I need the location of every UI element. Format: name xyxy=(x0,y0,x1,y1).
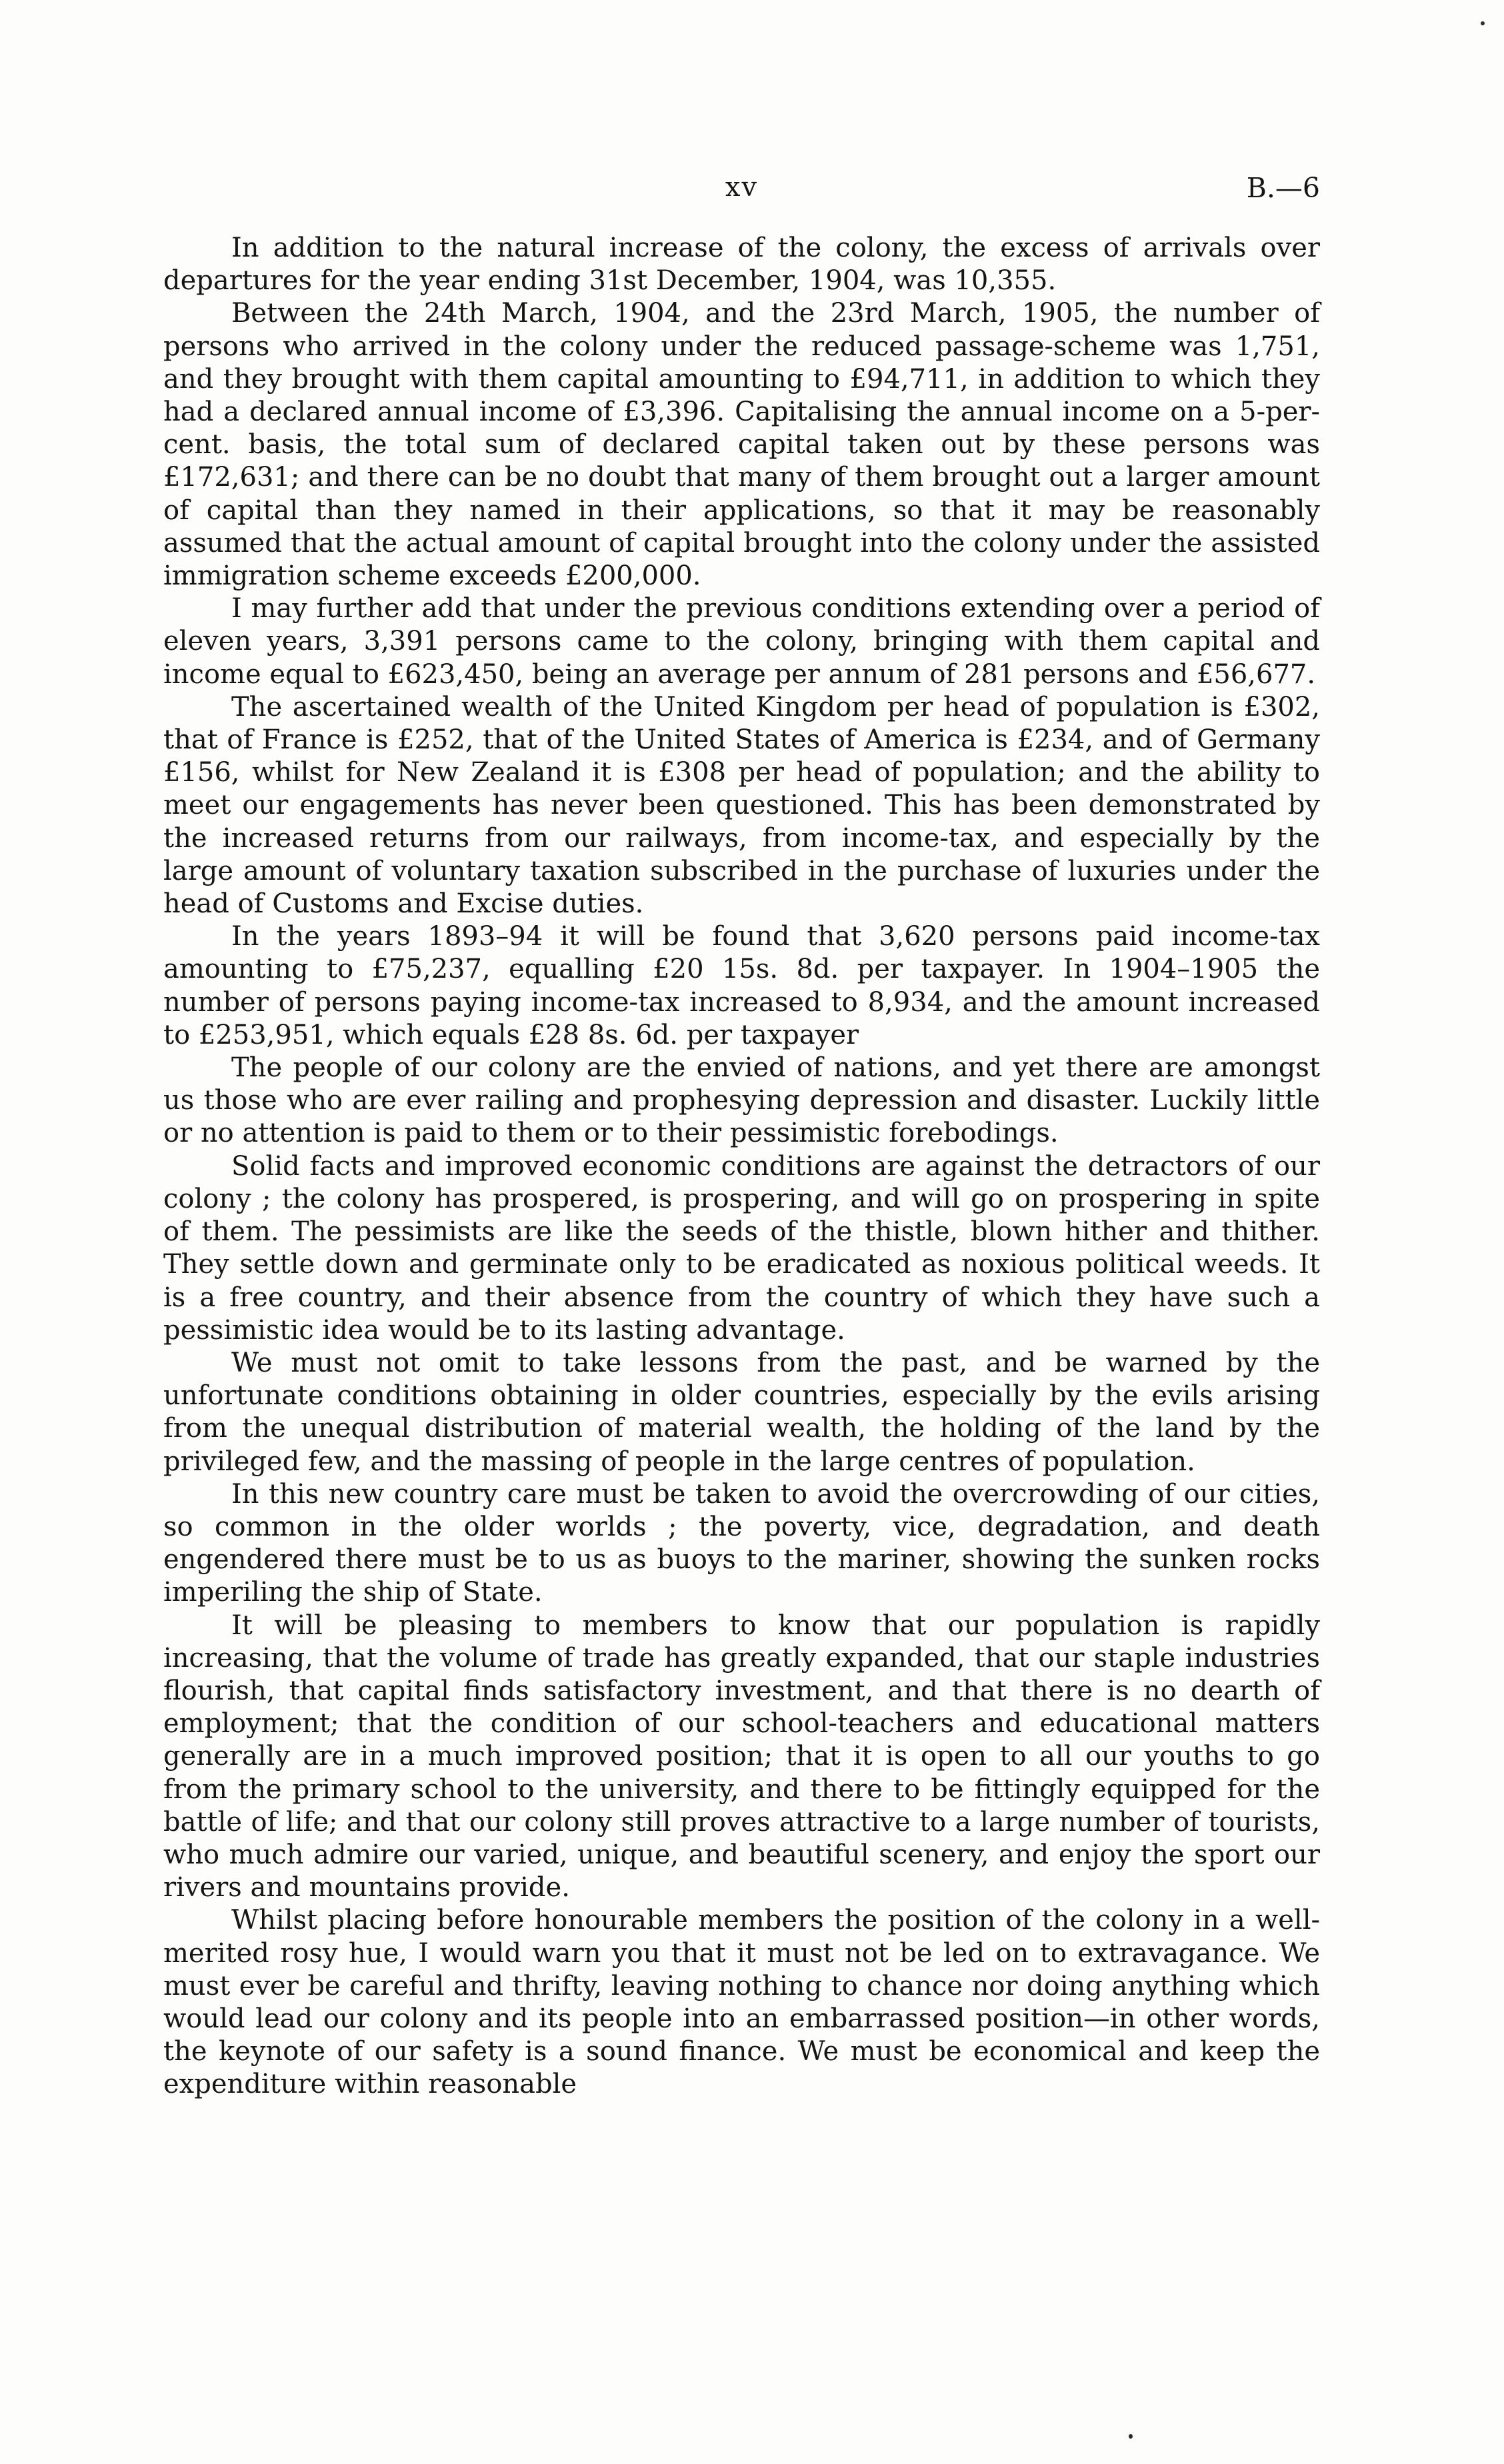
page-body xyxy=(163,232,1320,2101)
document-reference: B.—6 xyxy=(1246,172,1320,204)
paragraph-arrivals: In addition to the natural increase of the colony, the excess of arrivals over departures for the year ending 31st December, 1904, was 10,355. xyxy=(163,233,1320,297)
paragraph-sound-finance: Whilst placing before honourable members the position of the colony in a well-merited rosy hue, I would warn you that it must not be led on to extravagance. We must ever be careful and thrifty, leaving nothing to chance nor doing anything which would lead our colony and its people into an embarrassed position—in other words, the keynote of our safety is a sound finance. We must be economical and keep the expenditure within reasonable xyxy=(163,1905,1320,2100)
paragraph-envied-of-nations: The people of our colony are the envied of nations, and yet there are amongst us those who are ever railing and prophesying depression and disaster. Luckily little or no attention is paid to them or to their pessimistic forebodings. xyxy=(163,1052,1320,1149)
page-number: xv xyxy=(725,172,759,203)
paragraph-previous-conditions: I may further add that under the previous conditions extending over a period of eleven years, 3,391 persons came to the colony, bringing with them capital and income equal to £623,450, being an average per annum of 281 persons and £56,677. xyxy=(163,593,1320,690)
scan-speck xyxy=(1481,21,1485,25)
paragraph-lessons-from-past: We must not omit to take lessons from the past, and be warned by the unfortunate conditions obtaining in older countries, especially by the evils arising from the unequal distribution of material wealth, the holding of the land by the privileged few, and the massing of people in the large centres of population. xyxy=(163,1347,1320,1477)
paragraph-passage-scheme: Between the 24th March, 1904, and the 23rd March, 1905, the number of persons who arrived in the colony under the reduced passage-scheme was 1,751, and they brought with them capital amounting to £94,711, in addition to which they had a declared annual income of £3,396. Capitalising the annual income on a 5-per-cent. basis, the total sum of declared capital taken out by these persons was £172,631; and there can be no doubt that many of them brought out a larger amount of capital than they named in their applications, so that it may be reasonably assumed that the actual amount of capital brought into the colony under the assisted immigration scheme exceeds £200,000. xyxy=(163,298,1320,592)
paragraph-solid-facts: Solid facts and improved economic conditions are against the detractors of our colony ; the colony has prospered, is prospering, and will go on prospering in spite of them. The pessimists are like the seeds of the thistle, blown hither and thither. They settle down and germinate only to be eradicated as noxious political weeds. It is a free country, and their absence from the country of which they have such a pessimistic idea would be to its lasting advantage. xyxy=(163,1150,1320,1346)
paragraph-pleasing-progress: It will be pleasing to members to know that our population is rapidly increasing, that the volume of trade has greatly expanded, that our staple industries flourish, that capital finds satisfactory investment, and that there is no dearth of employment; that the condition of our school-teachers and educational matters generally are in a much improved position; that it is open to all our youths to go from the primary school to the university, and there to be fittingly equipped for the battle of life; and that our colony still proves attractive to a large number of tourists, who much admire our varied, unique, and beautiful scenery, and enjoy the sport our rivers and mountains provide. xyxy=(163,1610,1320,1903)
paragraph-overcrowding: In this new country care must be taken to avoid the overcrowding of our cities, so common in the older worlds ; the poverty, vice, degradation, and death engendered there must be to us as buoys to the mariner, showing the sunken rocks imperiling the ship of State. xyxy=(163,1478,1320,1608)
paragraph-income-tax: In the years 1893–94 it will be found that 3,620 persons paid income-tax amounting to £75,237, equalling £20 15s. 8d. per taxpayer. In 1904–1905 the number of persons paying income-tax increased to 8,934, and the amount increased to £253,951, which equals £28 8s. 6d. per taxpayer xyxy=(163,921,1320,1050)
paragraph-wealth-per-head: The ascertained wealth of the United Kingdom per head of population is £302, that of France is £252, that of the United States of America is £234, and of Germany £156, whilst for New Zealand it is £308 per head of population; and the ability to meet our engagements has never been questioned. This has been demonstrated by the increased returns from our railways, from income-tax, and especially by the large amount of voluntary taxation subscribed in the purchase of luxuries under the head of Customs and Excise duties. xyxy=(163,691,1320,920)
scan-speck xyxy=(1129,2434,1133,2439)
page-header xyxy=(163,172,1320,212)
